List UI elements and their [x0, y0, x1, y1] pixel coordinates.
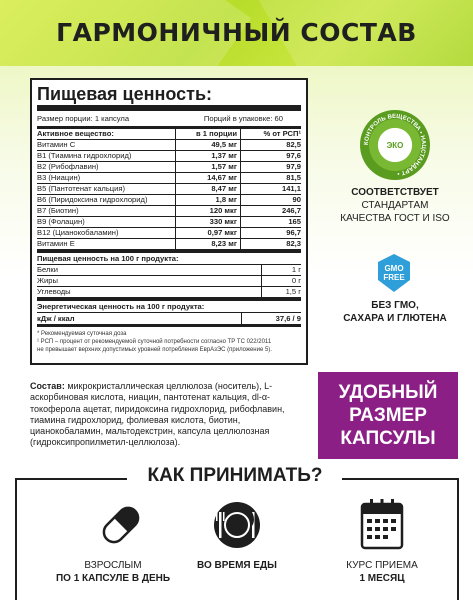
eco-line-1: СООТВЕТСТВУЕТ	[351, 187, 439, 198]
vitamin-percent: 165	[288, 217, 301, 226]
per100-row	[37, 265, 301, 276]
frame-line-left-vertical	[15, 478, 17, 600]
vitamin-amount: 14,67 мг	[175, 173, 241, 183]
vitamin-name: В9 (Фолацин)	[37, 217, 85, 226]
vitamin-row	[37, 140, 301, 151]
vitamin-name: В2 (Рибофлавин)	[37, 162, 99, 171]
servings-per-pack: Порций в упаковке: 60	[203, 114, 283, 123]
vitamin-amount: 330 мкг	[175, 217, 241, 227]
gmo-line-2: САХАРА И ГЛЮТЕНА	[343, 313, 447, 324]
vitamin-percent: 82,3	[286, 239, 301, 248]
vitamin-percent: 96,7	[286, 228, 301, 237]
vitamin-name: Витамин Е	[37, 239, 75, 248]
vitamin-row	[37, 184, 301, 195]
frame-line-right-vertical	[457, 478, 459, 600]
step-meal	[172, 559, 302, 572]
vitamin-row	[37, 217, 301, 228]
step-course-line-1: КУРС ПРИЕМА	[346, 560, 418, 571]
footnote-3: не превышает верхних допустимых уровней потребления ЕврАзЭС (приложение 5).	[37, 347, 272, 353]
vitamin-amount: 49,5 мг	[175, 140, 241, 150]
col-percent: % от РСП¹	[263, 129, 301, 138]
vitamin-name: В3 (Ниацин)	[37, 173, 81, 182]
capsule-box-line-2: РАЗМЕР	[349, 405, 427, 426]
step-course-line-2: 1 МЕСЯЦ	[359, 573, 405, 584]
vitamin-name: В5 (Пантотенат кальция)	[37, 184, 126, 193]
page-title: ГАРМОНИЧНЫЙ СОСТАВ	[56, 18, 417, 47]
vitamin-percent: 82,5	[286, 140, 301, 149]
col-per-serving: в 1 порции	[175, 129, 241, 139]
header-banner	[0, 0, 473, 66]
eco-ring-icon	[360, 110, 430, 180]
plate-cutlery-icon	[212, 500, 262, 550]
vitamin-row	[37, 206, 301, 217]
vitamin-row	[37, 239, 301, 250]
nutrient-name: Жиры	[37, 276, 58, 285]
vitamin-amount: 120 мкг	[175, 206, 241, 216]
vitamin-percent: 97,6	[286, 151, 301, 160]
vitamin-percent: 141,1	[281, 184, 301, 193]
eco-line-3: КАЧЕСТВА ГОСТ И ISO	[340, 213, 450, 224]
step-course	[317, 559, 447, 585]
energy-value: 37,6 / 9	[241, 313, 301, 324]
vitamin-row	[37, 195, 301, 206]
vitamin-amount: 1,57 мг	[175, 162, 241, 172]
vitamin-amount: 0,97 мкг	[175, 228, 241, 238]
vitamin-percent: 90	[292, 195, 301, 204]
vitamin-table-header	[37, 129, 301, 140]
vitamin-name: Витамин С	[37, 140, 76, 149]
frame-line-left	[15, 478, 127, 480]
col-substance: Активное вещество:	[37, 129, 114, 138]
nutrient-name: Углеводы	[37, 287, 71, 296]
capsule-size-box	[318, 372, 458, 459]
nutrient-name: Белки	[37, 265, 58, 274]
nutrition-title: Пищевая ценность:	[37, 84, 301, 111]
step-meal-line-1: ВО ВРЕМЯ ЕДЫ	[197, 560, 277, 571]
eco-caption	[330, 186, 460, 225]
vitamin-amount: 8,23 мг	[175, 239, 241, 249]
vitamin-percent: 246,7	[281, 206, 301, 215]
vitamin-name: В12 (Цианокобаламин)	[37, 228, 119, 237]
nutrition-panel	[30, 78, 308, 365]
gmo-badge-line-1: GMO	[384, 264, 404, 273]
vitamin-percent: 81,5	[286, 173, 301, 182]
capsule-box-line-3: КАПСУЛЫ	[340, 428, 436, 449]
gmo-badge-line-2: FREE	[383, 273, 405, 282]
eco-certification-icon	[360, 110, 430, 180]
vitamin-name: В6 (Пиридоксина гидрохлорид)	[37, 195, 148, 204]
footnote-2: ¹ РСП – процент от рекомендуемой суточной потребности согласно ТР ТС 022/2011	[37, 339, 272, 345]
per100-title: Пищевая ценность на 100 г продукта:	[37, 253, 301, 265]
nutrient-value: 1 г	[261, 265, 301, 275]
vitamin-name: В7 (Биотин)	[37, 206, 79, 215]
vitamin-amount: 8,47 мг	[175, 184, 241, 194]
gmo-caption	[330, 299, 460, 325]
capsule-icon	[96, 500, 146, 550]
vitamin-name: В1 (Тиамина гидрохлорид)	[37, 151, 132, 160]
composition-body: микрокристаллическая целлюлоза (носитель), L-аскорбиновая кислота, ниацин, пантотенат кальция, dl-α-токоферола ацетат, пиридоксина гидрохлорид, рибофлавин, тиамина гидрохлорид, фолиевая кислота, биотин, цианокобаламин, мальтодекстрин, капсула целлюлозная (гидроксипропилметил-целлюлоза).	[30, 381, 285, 448]
eco-line-2: СТАНДАРТАМ	[361, 200, 429, 211]
calendar-icon	[360, 498, 404, 550]
eco-label: ЭКО	[380, 130, 410, 160]
composition-label: Состав:	[30, 381, 65, 391]
per100-table	[37, 265, 301, 298]
per100-row	[37, 276, 301, 287]
vitamin-row	[37, 162, 301, 173]
serving-size: Размер порции: 1 капсула	[37, 114, 130, 123]
nutrient-value: 0 г	[261, 276, 301, 286]
per100-row	[37, 287, 301, 298]
energy-row	[37, 313, 301, 327]
svg-text:КОНТРОЛЬ ВЕЩЕСТВА • НАЦСТАНДАР	[364, 114, 426, 176]
step-dose-line-1: ВЗРОСЛЫМ	[84, 560, 142, 571]
capsule-box-line-1: УДОБНЫЙ	[338, 382, 438, 403]
footnotes	[37, 330, 301, 354]
nutrient-value: 1,5 г	[261, 287, 301, 297]
step-dose	[48, 559, 178, 585]
eco-ring-text: КОНТРОЛЬ ВЕЩЕСТВА • НАЦСТАНДАРТ •	[363, 113, 427, 176]
composition-text	[30, 381, 313, 449]
howto-title: КАК ПРИНИМАТЬ?	[147, 465, 323, 486]
vitamin-row	[37, 151, 301, 162]
footnote-1: * Рекомендуемая суточная доза	[37, 331, 127, 337]
vitamin-amount: 1,37 мг	[175, 151, 241, 161]
energy-label: кДж / ккал	[37, 314, 75, 323]
vitamin-row	[37, 228, 301, 239]
step-dose-line-2: ПО 1 КАПСУЛЕ В ДЕНЬ	[55, 573, 171, 584]
vitamin-table	[37, 140, 301, 250]
gmo-line-1: БЕЗ ГМО,	[371, 300, 419, 311]
vitamin-row	[37, 173, 301, 184]
energy-title: Энергетическая ценность на 100 г продукта:	[37, 298, 301, 313]
frame-line-right	[342, 478, 458, 480]
vitamin-amount: 1,8 мг	[175, 195, 241, 205]
gmo-free-icon	[376, 253, 412, 293]
serving-info	[37, 113, 301, 129]
vitamin-percent: 97,9	[286, 162, 301, 171]
